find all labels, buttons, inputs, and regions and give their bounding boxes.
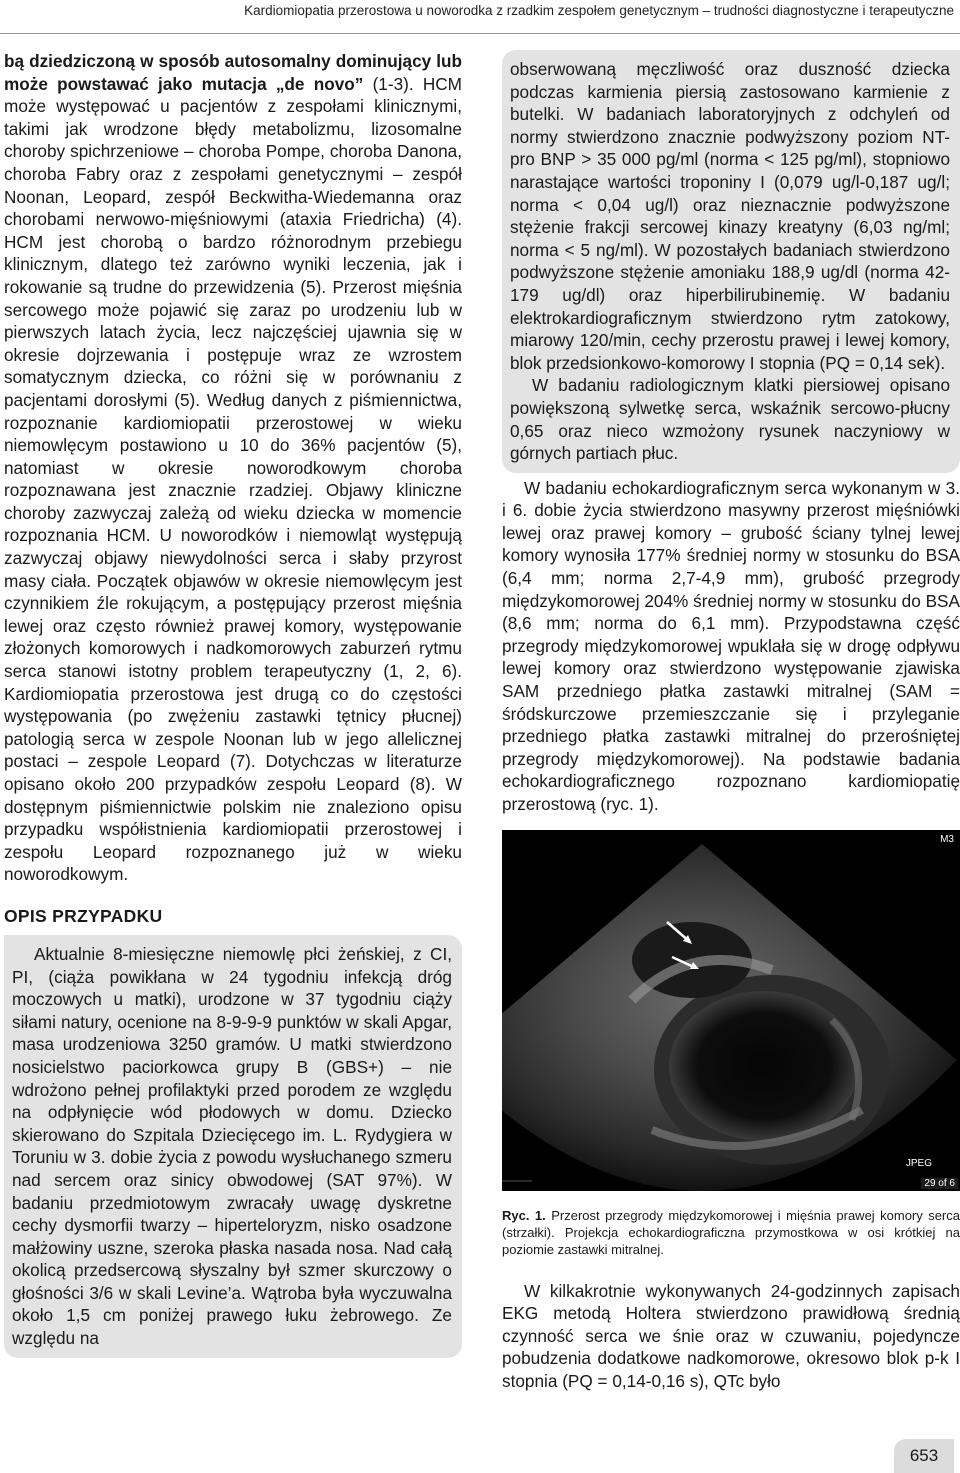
figure-caption-text: Przerost przegrody międzykomorowej i mięśnia prawej komory serca (strzałki). Projekcja echokardiograficzna przymostkowa w osi krótkiej na poziomie zastawki mitralnej.: [502, 1207, 960, 1257]
figure-label-jpeg: JPEG: [905, 1157, 932, 1169]
running-head: Kardiomiopatia przerostowa u noworodka z rzadkim zespołem genetycznym – trudności diagnostyczne i terapeutyczne: [0, 0, 960, 34]
lab-results-box: [502, 50, 960, 473]
right-column: [502, 50, 960, 1393]
case-description-text: Aktualnie 8-miesięczne niemowlę płci żeńskiej, z CI, PI, (ciąża powikłana w 24 tygodniu infekcją dróg moczowych u matki), urodzone w 37 tygodniu ciąży siłami natury, ocenione na 8-9-9-9 punktów w skali Apgar, masa urodzeniowa 3250 gramów. U matki stwierdzono nosicielstwo paciorkowca grupy B (GBS+) – nie wdrożono pełnej profilaktyki przed porodem ze względu na odpłynięcie wód płodowych w domu. Dziecko skierowano do Szpitala Dziecięcego im. L. Rydygiera w Toruniu w 3. dobie życia z powodu wysłuchanego szmeru nad sercem oraz sinicy obwodowej (SAT 97%). W badaniu przedmiotowym zwracały uwagę dyskretne cechy dysmorfii twarzy – hiperteloryzm, nisko osadzone małżowiny uszne, szeroka płaska nasada nosa. Nad całą okolicą przedsercową słyszalny był szmer skurczowy o głośności 3/6 w skali Levine’a. Wątroba była wyczuwalna około 1,5 cm poniżej prawego łuku żebrowego. Ze względu na: [12, 943, 452, 1349]
figure-caption: [502, 1207, 960, 1258]
echocardiogram-figure: [502, 830, 960, 1191]
section-title: OPIS PRZYPADKU: [4, 905, 163, 926]
radiology-text: W badaniu radiologicznym klatki piersiowej opisano powiększoną sylwetkę serca, wskaźnik sercowo-płucny 0,65 oraz nieco wzmożony rysunek naczyniowy w górnych partiach płuc.: [510, 375, 950, 464]
intro-body: (1-3). HCM może występować u pacjentów z zespołami klinicznymi, takimi jak wrodzone błędy metabolizmu, lizosomalne choroby spichrzeniowe – choroba Pompe, choroba Danona, choroba Fabry oraz z zespołami genetycznymi – zespół Noonan, Leopard, zespół Beckwitha-Wiedemanna oraz chorobami nerwowo-mięśniowymi (ataxia Friedricha) (4). HCM jest chorobą o bardzo różnorodnym przebiegu klinicznym, dlatego też zarówno wyniki leczenia, jak i rokowanie są trudne do przewidzenia (5). Przerost mięśnia sercowego może pojawić się zaraz po urodzeniu lub w pierwszych latach życia, lecz najczęściej ujawnia się w okresie dojrzewania i postępuje wraz ze wzrostem somatycznym dziecka, co różni się w porównaniu z pacjentami dorosłymi (5). Według danych z piśmiennictwa, rozpoznanie kardiomiopatii przerostowej w wieku niemowlęcym postawiono u 10 do 36% pacjentów (5), natomiast w okresie noworodkowym choroba rozpoznawana jest znacznie rzadziej. Objawy kliniczne choroby zazwyczaj zależą od wieku dziecka w momencie rozpoznania HCM. U noworodków i niemowląt występują zazwyczaj objawy niewydolności serca i słaby przyrost masy ciała. Początek objawów w okresie niemowlęcym jest czynnikiem źle rokującym, a postępujący przerost mięśnia lewej oraz często również prawej komory, występowanie złożonych komorowych i nadkomorowych zaburzeń rytmu serca stanowi istotny problem terapeutyczny (1, 2, 6). Kardiomiopatia przerostowa jest drugą co do częstości występowania (po zwężeniu zastawki tętnicy płucnej) patologią serca w zespole Noonan lub w jego allelicznej postaci – zespole Leopard (7). Dotychczas w literaturze opisano około 200 przypadków zespołu Leopard (8). W dostępnym piśmiennictwie polskim nie znaleziono opisu przypadku współistnienia kardiomiopatii przerostowej i zespołu Leopard rozpoznanego już w wieku noworodkowym.: [4, 73, 462, 885]
echocardiogram-image: [502, 830, 960, 1191]
left-column: [4, 50, 462, 1358]
lab-results-text: obserwowaną męczliwość oraz duszność dziecka podczas karmienia piersią zastosowano karmienie z butelki. W badaniach laboratoryjnych z odchyleń od normy stwierdzono znacznie podwyższony poziom NT-pro BNP > 35 000 pg/ml (norma < 125 pg/ml), stopniowo narastające wartości troponiny I (0,079 ug/l-0,187 ug/l; norma < 0,04 ug/l) oraz nieznacznie podwyższone stężenie frakcji sercowej kinazy kreatyny (6,03 ng/ml; norma < 5 ng/ml). W pozostałych badaniach stwierdzono podwyższone stężenie amoniaku 188,9 ug/dl (norma 42-179 ug/dl) oraz hiperbilirubinemię. W badaniu elektrokardiograficznym stwierdzono rytm zatokowy, miarowy 120/min, cechy przerostu prawej i lewej komory, blok przedsionkowo-komorowy I stopnia (PQ = 0,14 sek).: [510, 59, 950, 373]
page-number: 653: [894, 1439, 954, 1473]
case-description-box: [4, 935, 462, 1358]
figure-label-frames: 29 of 6: [921, 1178, 958, 1189]
echo-paragraph: W badaniu echokardiograficznym serca wykonanym w 3. i 6. dobie życia stwierdzono masywny przerost mięśniówki lewej oraz prawej komory – grubość ściany tylnej lewej komory wynosiła 177% średniej normy w stosunku do BSA (6,4 mm; norma 2,7-4,9 mm), grubość przegrody międzykomorowej 204% średniej normy w stosunku do BSA (8,6 mm; norma do 6,1 mm). Przypodstawna część przegrody międzykomorowej wpuklała się w drogę odpływu lewej komory oraz stwierdzono występowanie zjawiska SAM przedniego płatka zastawki mitralnej (SAM = śródskurczowe przemieszczanie się i przyleganie przedniego płatka zastawki mitralnej do przerośniętej przegrody międzykomorowej). Na podstawie badania echokardiograficznego rozpoznano kardiomiopatię przerostową (ryc. 1).: [502, 477, 960, 814]
figure-caption-label: Ryc. 1.: [502, 1207, 546, 1223]
intro-bold-lead: bą dziedziczoną w sposób autosomalny dominujący lub może powstawać jako mutacja „de novo”: [4, 51, 462, 94]
figure-label-m3: M3: [940, 833, 954, 845]
holter-paragraph: W kilkakrotnie wykonywanych 24-godzinnych zapisach EKG metodą Holtera stwierdzono prawidłową średnią czynność serca we śnie oraz w czuwaniu, pojedyncze pobudzenia dodatkowe nadkomorowe, okresowo blok p-k I stopnia (PQ = 0,14-0,16 s), QTc było: [502, 1280, 960, 1391]
intro-paragraph: [4, 50, 462, 886]
